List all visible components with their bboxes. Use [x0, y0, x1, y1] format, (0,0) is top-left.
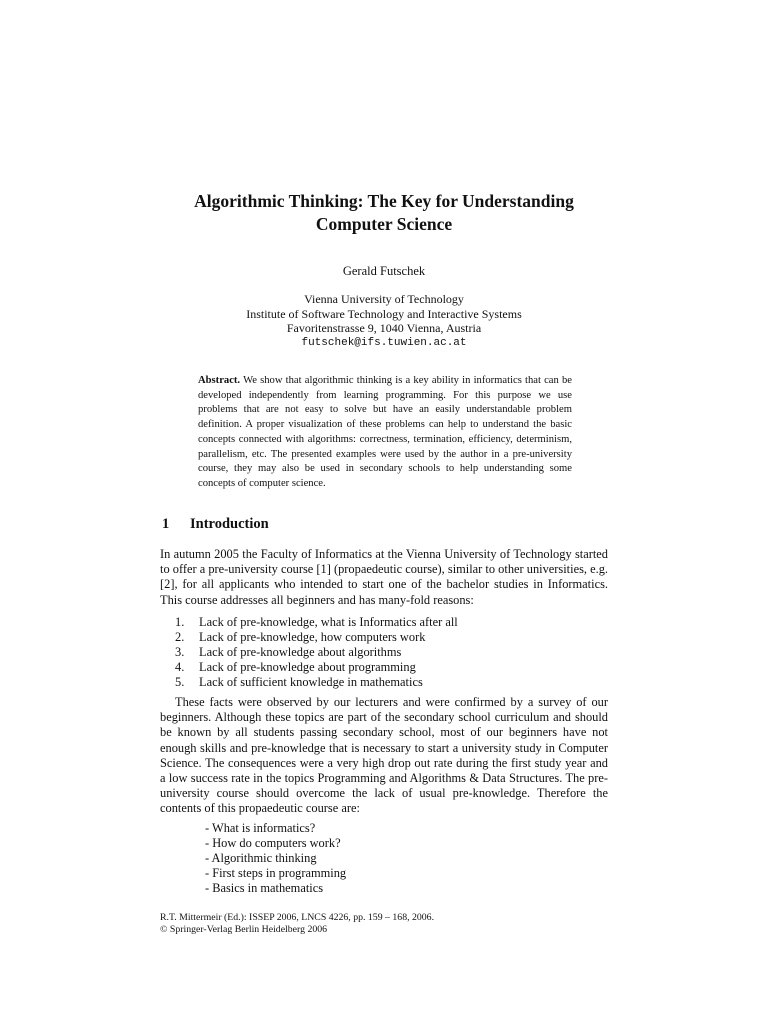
- abstract-text: We show that algorithmic thinking is a key ability in informatics that can be developed independently from learning programming. For this purpose we use problems that are not easy to solve but have an easily understandable problem definition. A proper visualization of these problems can help to understand the basic concepts connected with algorithms: correctness, termination, efficiency, determinism, parallelism, etc. The presented examples were used by the author in a pre-university course, they may also be used in secondary schools to help understanding some concepts of computer science.: [198, 375, 572, 489]
- list-item: - How do computers work?: [205, 836, 341, 850]
- list-item-number: 4.: [175, 660, 185, 674]
- author-name: Gerald Futschek: [342, 264, 426, 278]
- list-item: - Algorithmic thinking: [205, 851, 317, 865]
- title-line-2: Computer Science: [315, 214, 453, 234]
- list-item-number: 5.: [175, 675, 185, 689]
- list-item: [175, 615, 458, 630]
- affiliation-university: Vienna University of Technology: [304, 292, 464, 306]
- list-item: - What is informatics?: [205, 821, 316, 835]
- list-item-number: 1.: [175, 615, 185, 629]
- list-item-number: 2.: [175, 630, 185, 644]
- list-item: - First steps in programming: [205, 866, 347, 880]
- page-footer: [160, 912, 434, 936]
- list-item-number: 3.: [175, 645, 185, 659]
- abstract-label: Abstract.: [198, 375, 241, 386]
- footer-citation: R.T. Mittermeir (Ed.): ISSEP 2006, LNCS 4226, pp. 159 – 168, 2006.: [160, 912, 435, 923]
- intro-paragraph: In autumn 2005 the Faculty of Informatics at the Vienna University of Technology started to offer a pre-university course [1] (propaedeutic course), similar to other universities, e.g. [2], for all applicants who intended to start one of the bachelor studies in Informatics. This course addresses all beginners and has many-fold reasons:: [160, 547, 608, 607]
- affiliation-address: Favoritenstrasse 9, 1040 Vienna, Austria: [286, 321, 482, 335]
- list-item: [175, 660, 458, 675]
- footer-copyright: © Springer-Verlag Berlin Heidelberg 2006: [160, 924, 328, 935]
- title-line-1: Algorithmic Thinking: The Key for Understanding: [194, 191, 574, 211]
- list-item: [175, 645, 458, 660]
- list-item: [175, 630, 458, 645]
- course-contents-list: [205, 821, 346, 896]
- list-item-text: Lack of pre-knowledge about algorithms: [199, 645, 402, 659]
- list-item: - Basics in mathematics: [205, 881, 324, 895]
- section-heading: [162, 515, 269, 533]
- paper-title: [140, 190, 628, 236]
- affiliation-institute: Institute of Software Technology and Interactive Systems: [246, 306, 522, 321]
- section-title: Introduction: [190, 516, 269, 532]
- list-item-text: Lack of pre-knowledge, what is Informatics after all: [199, 615, 458, 629]
- author-email: futschek@ifs.tuwien.ac.at: [301, 336, 467, 349]
- list-item-text: Lack of pre-knowledge about programming: [199, 660, 416, 674]
- list-item-text: Lack of sufficient knowledge in mathematics: [199, 675, 423, 689]
- reasons-list: [175, 615, 458, 690]
- affiliation-block: [140, 292, 628, 350]
- list-item-text: Lack of pre-knowledge, how computers work: [199, 630, 426, 644]
- section-number: 1: [162, 516, 170, 532]
- list-item: [175, 675, 458, 690]
- facts-paragraph: These facts were observed by our lecturers and were confirmed by a survey of our beginners. Although these topics are part of the secondary school curriculum and should be known by all students passing secondary school, most of our beginners have not enough skills and pre-knowledge that is necessary to start a university study in Computer Science. The consequences were a very high drop out rate during the first study year and a low success rate in the topics Programming and Algorithms & Data Structures. The pre-university course should overcome the lack of usual pre-knowledge. Therefore the contents of this propaedeutic course are:: [160, 695, 608, 816]
- abstract: [198, 374, 572, 492]
